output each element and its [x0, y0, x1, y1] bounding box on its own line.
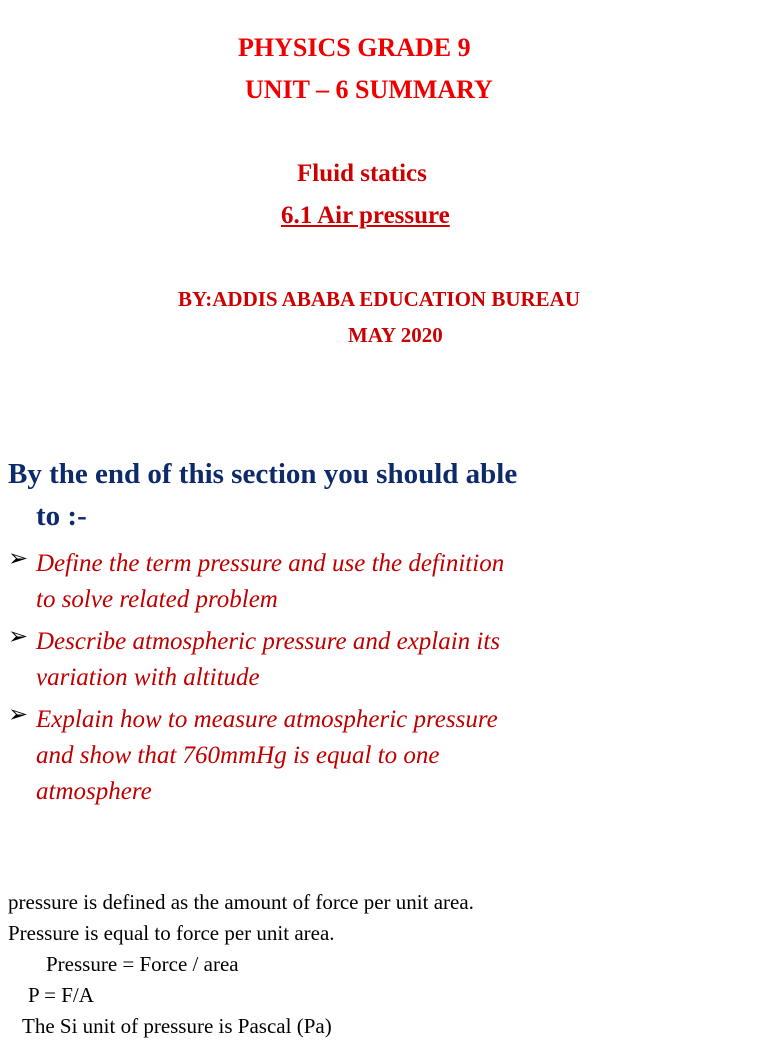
bullet-arrow-icon: ➢	[8, 702, 29, 728]
formula-line: P = F/A	[28, 983, 94, 1007]
definition-line: pressure is defined as the amount of force per unit area.	[8, 890, 474, 914]
objective-text-cont: and show that 760mmHg is equal to one	[36, 742, 440, 769]
doc-title: PHYSICS GRADE 9	[238, 33, 471, 62]
objectives-heading: By the end of this section you should able	[8, 458, 518, 490]
objective-text: Describe atmospheric pressure and explain its	[36, 628, 501, 655]
si-unit-line: The Si unit of pressure is Pascal (Pa)	[22, 1014, 332, 1038]
objective-text-cont: variation with altitude	[36, 664, 260, 691]
bullet-arrow-icon: ➢	[8, 546, 29, 572]
objective-text-cont: atmosphere	[36, 778, 152, 805]
objective-text: Explain how to measure atmospheric pressure	[36, 706, 498, 733]
author-line: BY:ADDIS ABABA EDUCATION BUREAU	[178, 287, 580, 311]
topic-title: Fluid statics	[297, 160, 427, 187]
objective-text: Define the term pressure and use the definition	[36, 550, 505, 577]
objective-text-cont: to solve related problem	[36, 586, 278, 613]
objectives-heading-cont: to :-	[36, 500, 87, 532]
unit-title: UNIT – 6 SUMMARY	[245, 75, 493, 104]
section-title: 6.1 Air pressure	[281, 202, 450, 229]
formula-line: Pressure = Force / area	[46, 952, 239, 976]
definition-line: Pressure is equal to force per unit area.	[8, 921, 335, 945]
bullet-arrow-icon: ➢	[8, 624, 29, 650]
date-line: MAY 2020	[348, 323, 443, 347]
